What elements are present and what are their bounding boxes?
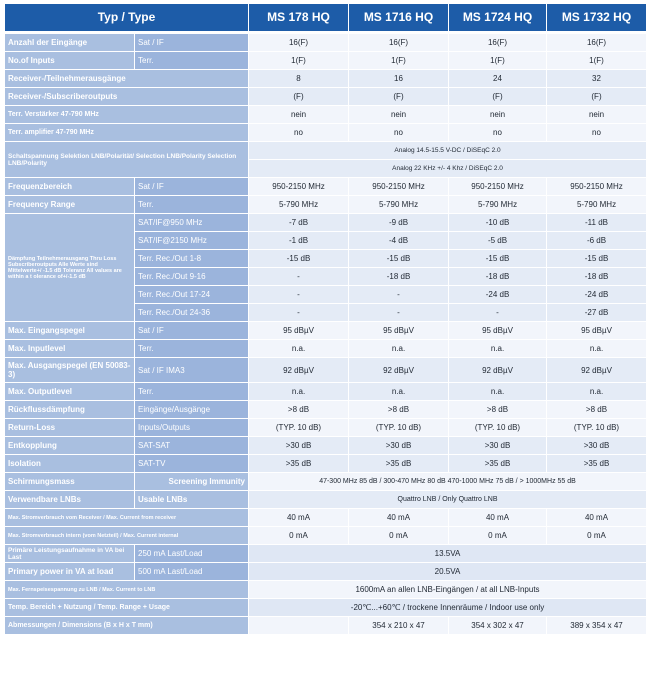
cell-value: Analog 22 KHz +/- 4 Khz / DiSEqC 2.0 xyxy=(249,160,647,178)
cell-value: 1(F) xyxy=(547,52,647,70)
cell-value: 95 dBµV xyxy=(547,322,647,340)
cell-value: 95 dBµV xyxy=(249,322,349,340)
model-name: MS 1732 HQ xyxy=(547,4,647,33)
row-sublabel: SAT-TV xyxy=(135,455,249,473)
cell-value: 13.5VA xyxy=(249,545,647,563)
cell-value: >35 dB xyxy=(449,455,547,473)
cell-value: 1(F) xyxy=(449,52,547,70)
row-label: Terr. amplifier 47-790 MHz xyxy=(5,124,249,142)
cell-value: (F) xyxy=(249,88,349,106)
row-label: No.of Inputs xyxy=(5,52,135,70)
cell-value: 1600mA an allen LNB-Eingängen / at all LNB-Inputs xyxy=(249,581,647,599)
header-row xyxy=(5,4,647,33)
cell-value: 32 xyxy=(547,70,647,88)
cell-value: 5-790 MHz xyxy=(449,196,547,214)
row-label: Receiver-/Subscriberoutputs xyxy=(5,88,249,106)
cell-value: -7 dB xyxy=(249,214,349,232)
row-label: Schirmungsmass xyxy=(5,473,135,491)
cell-value: -15 dB xyxy=(349,250,449,268)
cell-value: >8 dB xyxy=(449,401,547,419)
cell-value: >8 dB xyxy=(249,401,349,419)
cell-value: -18 dB xyxy=(349,268,449,286)
cell-value: (F) xyxy=(547,88,647,106)
cell-value: -18 dB xyxy=(449,268,547,286)
row-label: Receiver-/Teilnehmerausgänge xyxy=(5,70,249,88)
row-label: Dämpfung Teilnehmerausgang Thru Loss Subscriberoutputs Alle Werte sind Mittelwerte+/ -1.5 dB Toleranz All values are within a t olerance of+/-1.5 dB xyxy=(5,214,135,322)
cell-value: -24 dB xyxy=(449,286,547,304)
row-sublabel: 500 mA Last/Load xyxy=(135,563,249,581)
cell-value: nein xyxy=(249,106,349,124)
table-row xyxy=(5,322,647,340)
row-label: Max. Inputlevel xyxy=(5,340,135,358)
cell-value: 16(F) xyxy=(449,33,547,52)
table-row xyxy=(5,142,647,160)
cell-value: 40 mA xyxy=(249,509,349,527)
model-name: MS 1724 HQ xyxy=(449,4,547,33)
row-label: Anzahl der Eingänge xyxy=(5,33,135,52)
cell-value: 92 dBµV xyxy=(547,358,647,383)
row-label: Max. Eingangspegel xyxy=(5,322,135,340)
cell-value: -11 dB xyxy=(547,214,647,232)
cell-value: -6 dB xyxy=(547,232,647,250)
table-row xyxy=(5,617,647,635)
cell-value: n.a. xyxy=(547,383,647,401)
cell-value: -18 dB xyxy=(547,268,647,286)
cell-value: n.a. xyxy=(547,340,647,358)
cell-value: 92 dBµV xyxy=(449,358,547,383)
cell-value: -15 dB xyxy=(249,250,349,268)
cell-value: 16(F) xyxy=(349,33,449,52)
cell-value: -15 dB xyxy=(547,250,647,268)
row-sublabel: Sat / IF IMA3 xyxy=(135,358,249,383)
table-row xyxy=(5,340,647,358)
cell-value: 40 mA xyxy=(547,509,647,527)
table-row xyxy=(5,358,647,383)
row-sublabel: SAT/IF@2150 MHz xyxy=(135,232,249,250)
row-sublabel: Terr. xyxy=(135,340,249,358)
model-name: MS 178 HQ xyxy=(249,4,349,33)
cell-value: - xyxy=(249,286,349,304)
cell-value: Quattro LNB / Only Quattro LNB xyxy=(249,491,647,509)
row-sublabel: Terr. xyxy=(135,52,249,70)
row-label: Return-Loss xyxy=(5,419,135,437)
cell-value: -10 dB xyxy=(449,214,547,232)
row-sublabel: Sat / IF xyxy=(135,178,249,196)
row-label: Primary power in VA at load xyxy=(5,563,135,581)
cell-value: -24 dB xyxy=(547,286,647,304)
row-label: Terr. Verstärker 47-790 MHz xyxy=(5,106,249,124)
row-label: Max. Stromverbrauch vom Receiver / Max. Current from receiver xyxy=(5,509,249,527)
row-label: Schaltspannung Selektion LNB/Polarität/ Selection LNB/Polarity Selection LNB/Polarity xyxy=(5,142,249,178)
cell-value: no xyxy=(349,124,449,142)
row-label: Rückflussdämpfung xyxy=(5,401,135,419)
cell-value: 5-790 MHz xyxy=(349,196,449,214)
cell-value: 950-2150 MHz xyxy=(349,178,449,196)
table-row xyxy=(5,473,647,491)
row-sublabel: Terr. xyxy=(135,196,249,214)
cell-value: >8 dB xyxy=(349,401,449,419)
cell-value: n.a. xyxy=(249,383,349,401)
cell-value: -27 dB xyxy=(547,304,647,322)
row-sublabel: Sat / IF xyxy=(135,322,249,340)
cell-value: no xyxy=(449,124,547,142)
row-label: Primäre Leistungsaufnahme in VA bei Last xyxy=(5,545,135,563)
table-row xyxy=(5,509,647,527)
row-sublabel: SAT-SAT xyxy=(135,437,249,455)
cell-value: n.a. xyxy=(449,383,547,401)
model-name: MS 1716 HQ xyxy=(349,4,449,33)
cell-value: >30 dB xyxy=(547,437,647,455)
cell-value: -5 dB xyxy=(449,232,547,250)
cell-value: 40 mA xyxy=(349,509,449,527)
table-row xyxy=(5,419,647,437)
cell-value: 0 mA xyxy=(449,527,547,545)
table-row xyxy=(5,383,647,401)
row-label: Isolation xyxy=(5,455,135,473)
cell-value: (TYP. 10 dB) xyxy=(547,419,647,437)
cell-value: nein xyxy=(547,106,647,124)
cell-value: n.a. xyxy=(249,340,349,358)
cell-value: >30 dB xyxy=(249,437,349,455)
cell-value: n.a. xyxy=(449,340,547,358)
cell-value: 950-2150 MHz xyxy=(547,178,647,196)
table-row xyxy=(5,545,647,563)
table-row xyxy=(5,196,647,214)
cell-value: -15 dB xyxy=(449,250,547,268)
cell-value: n.a. xyxy=(349,340,449,358)
row-sublabel: Usable LNBs xyxy=(135,491,249,509)
row-sublabel: 250 mA Last/Load xyxy=(135,545,249,563)
cell-value: 8 xyxy=(249,70,349,88)
cell-value: 16 xyxy=(349,70,449,88)
cell-value: -1 dB xyxy=(249,232,349,250)
cell-value: no xyxy=(547,124,647,142)
cell-value: >8 dB xyxy=(547,401,647,419)
table-row xyxy=(5,581,647,599)
cell-value: (F) xyxy=(349,88,449,106)
table-row xyxy=(5,124,647,142)
header-title: Typ / Type xyxy=(5,4,249,33)
cell-value: 0 mA xyxy=(349,527,449,545)
row-sublabel: SAT/IF@950 MHz xyxy=(135,214,249,232)
cell-value: 354 x 302 x 47 xyxy=(449,617,547,635)
row-label: Frequency Range xyxy=(5,196,135,214)
cell-value: 95 dBµV xyxy=(349,322,449,340)
table-row xyxy=(5,106,647,124)
cell-value: - xyxy=(349,304,449,322)
cell-value: nein xyxy=(349,106,449,124)
cell-value: >30 dB xyxy=(349,437,449,455)
cell-value xyxy=(249,617,349,635)
cell-value: 0 mA xyxy=(249,527,349,545)
cell-value: >30 dB xyxy=(449,437,547,455)
row-sublabel: Sat / IF xyxy=(135,33,249,52)
cell-value: 16(F) xyxy=(547,33,647,52)
cell-value: 40 mA xyxy=(449,509,547,527)
table-row xyxy=(5,563,647,581)
table-row xyxy=(5,437,647,455)
table-row xyxy=(5,33,647,52)
cell-value: >35 dB xyxy=(249,455,349,473)
cell-value: 95 dBµV xyxy=(449,322,547,340)
table-row xyxy=(5,527,647,545)
cell-value: n.a. xyxy=(349,383,449,401)
cell-value: 1(F) xyxy=(249,52,349,70)
cell-value: 389 x 354 x 47 xyxy=(547,617,647,635)
cell-value: 5-790 MHz xyxy=(249,196,349,214)
cell-value: 47-300 MHz 85 dB / 300-470 MHz 80 dB 470-1000 MHz 75 dB / > 1000MHz 55 dB xyxy=(249,473,647,491)
cell-value: 20.5VA xyxy=(249,563,647,581)
cell-value: -9 dB xyxy=(349,214,449,232)
row-label: Max. Outputlevel xyxy=(5,383,135,401)
table-row xyxy=(5,599,647,617)
cell-value: -4 dB xyxy=(349,232,449,250)
cell-value: 950-2150 MHz xyxy=(249,178,349,196)
row-sublabel: Terr. xyxy=(135,383,249,401)
row-sublabel: Eingänge/Ausgänge xyxy=(135,401,249,419)
row-label: Frequenzbereich xyxy=(5,178,135,196)
row-sublabel: Inputs/Outputs xyxy=(135,419,249,437)
cell-value: - xyxy=(349,286,449,304)
cell-value: - xyxy=(249,304,349,322)
table-row xyxy=(5,52,647,70)
cell-value: (TYP. 10 dB) xyxy=(249,419,349,437)
cell-value: (TYP. 10 dB) xyxy=(349,419,449,437)
row-sublabel: Screening Immunity xyxy=(135,473,249,491)
cell-value: nein xyxy=(449,106,547,124)
cell-value: 92 dBµV xyxy=(349,358,449,383)
cell-value: 92 dBµV xyxy=(249,358,349,383)
cell-value: Analog 14.5-15.5 V-DC / DiSEqC 2.0 xyxy=(249,142,647,160)
row-sublabel: Terr. Rec./Out 17-24 xyxy=(135,286,249,304)
cell-value: 1(F) xyxy=(349,52,449,70)
cell-value: >35 dB xyxy=(349,455,449,473)
cell-value: 950-2150 MHz xyxy=(449,178,547,196)
cell-value: >35 dB xyxy=(547,455,647,473)
row-label: Temp. Bereich + Nutzung / Temp. Range + Usage xyxy=(5,599,249,617)
table-row xyxy=(5,491,647,509)
cell-value: (TYP. 10 dB) xyxy=(449,419,547,437)
cell-value: (F) xyxy=(449,88,547,106)
table-row xyxy=(5,214,647,232)
row-label: Abmessungen / Dimensions (B x H x T mm) xyxy=(5,617,249,635)
cell-value: - xyxy=(249,268,349,286)
row-sublabel: Terr. Rec./Out 9-16 xyxy=(135,268,249,286)
cell-value: 24 xyxy=(449,70,547,88)
cell-value: 16(F) xyxy=(249,33,349,52)
row-label: Max. Fernspeisespannung zu LNB / Max. Current to LNB xyxy=(5,581,249,599)
cell-value: 0 mA xyxy=(547,527,647,545)
row-label: Max. Ausgangspegel (EN 50083-3) xyxy=(5,358,135,383)
cell-value: no xyxy=(249,124,349,142)
cell-value: - xyxy=(449,304,547,322)
cell-value: -20℃...+60℃ / trockene Innenräume / Indoor use only xyxy=(249,599,647,617)
row-sublabel: Terr. Rec./Out 24-36 xyxy=(135,304,249,322)
row-label: Entkopplung xyxy=(5,437,135,455)
cell-value: 5-790 MHz xyxy=(547,196,647,214)
row-label: Verwendbare LNBs xyxy=(5,491,135,509)
table-row xyxy=(5,455,647,473)
spec-table xyxy=(4,3,647,635)
table-row xyxy=(5,401,647,419)
cell-value: 354 x 210 x 47 xyxy=(349,617,449,635)
table-row xyxy=(5,70,647,88)
row-label: Max. Stromverbrauch intern (vom Netzteil) / Max. Current internal xyxy=(5,527,249,545)
row-sublabel: Terr. Rec./Out 1-8 xyxy=(135,250,249,268)
table-row xyxy=(5,88,647,106)
table-row xyxy=(5,178,647,196)
